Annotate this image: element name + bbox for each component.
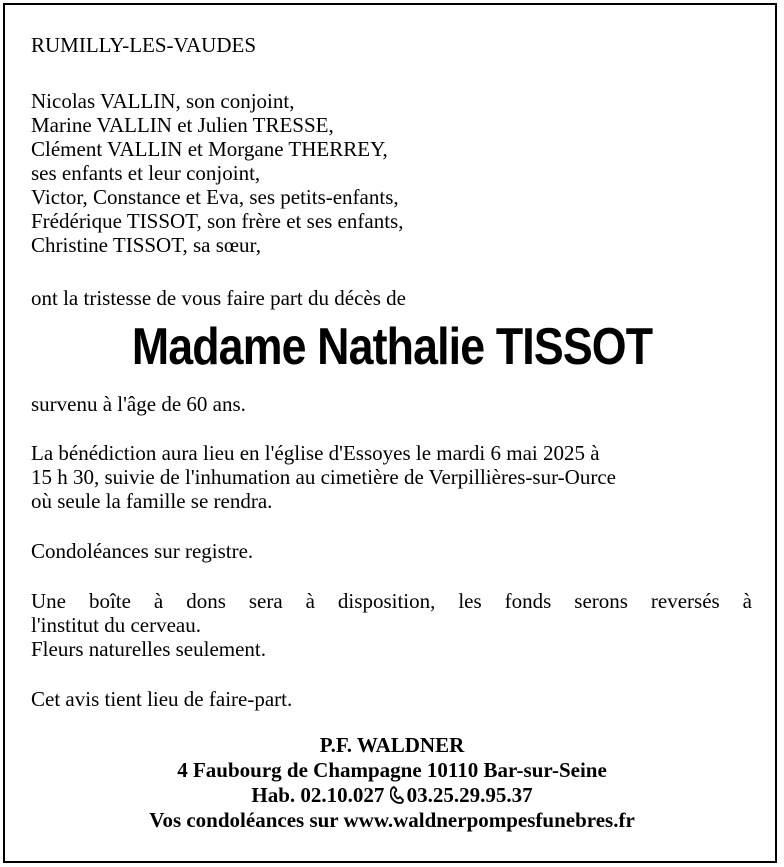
company-name: P.F. WALDNER [319,733,465,757]
town-heading: RUMILLY-LES-VAUDES [31,33,257,57]
family-line: Frédérique TISSOT, son frère et ses enfants, [31,209,404,233]
family-line: Clément VALLIN et Morgane THERREY, [31,137,388,161]
family-list [31,89,403,257]
ceremony-line: 15 h 30, suivie de l'inhumation au cimetière de Verpillières-sur-Ource [31,465,616,489]
phone-number: 03.25.29.95.37 [406,783,533,807]
deceased-name: Madame Nathalie TISSOT [131,318,653,376]
donation-line: Une boîte à dons sera à disposition, les fonds serons reversés à [31,589,752,613]
donation-line: l'institut du cerveau. [31,613,201,637]
ceremony-details [31,441,756,513]
family-line: ses enfants et leur conjoint, [31,161,261,185]
condolences-register: Condoléances sur registre. [31,539,254,563]
age-line: survenu à l'âge de 60 ans. [31,392,246,416]
notice-line: Cet avis tient lieu de faire-part. [31,687,293,711]
funeral-home-footer [0,733,784,833]
family-line: Marine VALLIN et Julien TRESSE, [31,113,334,137]
phone-icon [390,785,405,803]
ceremony-line: où seule la famille se rendra. [31,489,273,513]
family-line: Victor, Constance et Eva, ses petits-enfants, [31,185,399,209]
website-line: Vos condoléances sur www.waldnerpompesfunebres.fr [149,808,635,832]
company-address: 4 Faubourg de Champagne 10110 Bar-sur-Seine [177,758,607,782]
hab-number: Hab. 02.10.027 [251,783,385,807]
donation-details [31,589,752,661]
flowers-line: Fleurs naturelles seulement. [31,637,267,661]
announcement-intro: ont la tristesse de vous faire part du décès de [31,286,406,310]
contact-line [0,783,784,808]
family-line: Christine TISSOT, sa sœur, [31,233,261,257]
family-line: Nicolas VALLIN, son conjoint, [31,89,295,113]
ceremony-line: La bénédiction aura lieu en l'église d'Essoyes le mardi 6 mai 2025 à [31,441,600,465]
